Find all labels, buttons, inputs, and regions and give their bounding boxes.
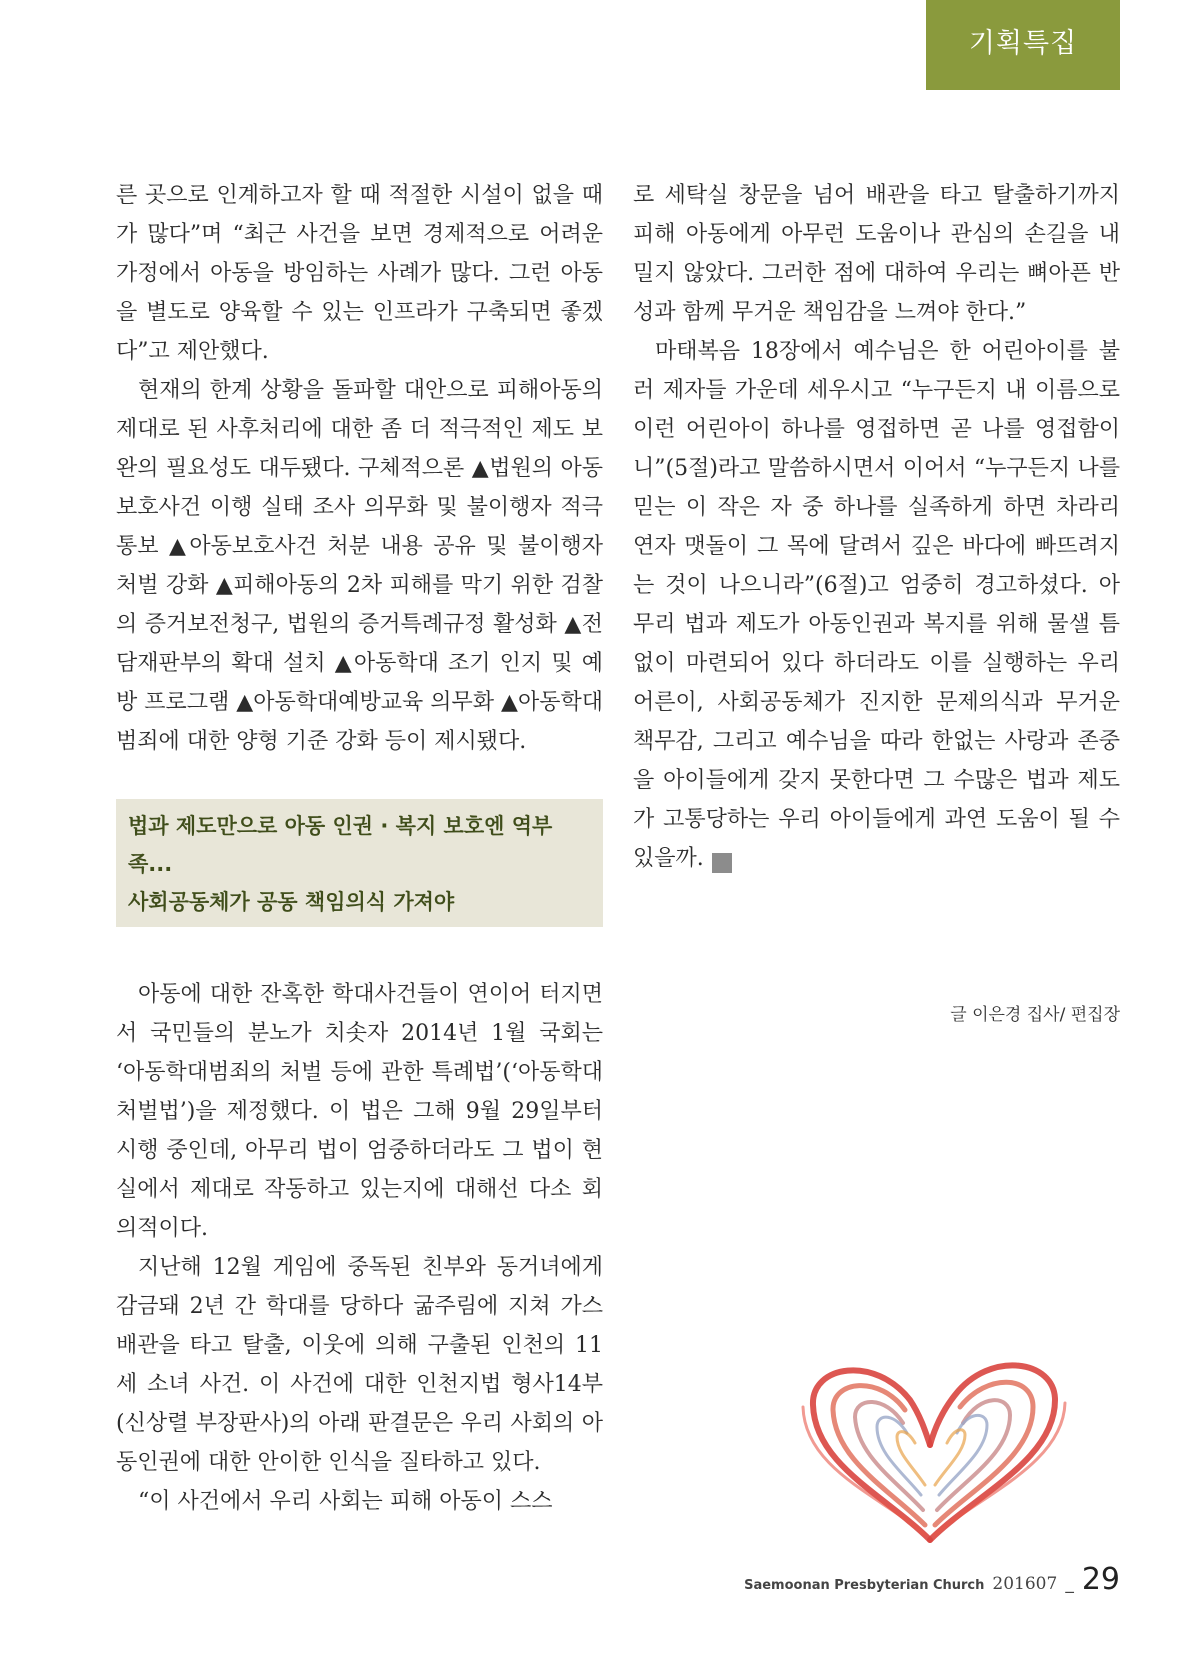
paragraph-text: 마태복음 18장에서 예수님은 한 어린아이를 불러 제자들 가운데 세우시고 “누구든지 내 이름으로 이런 어린아이 하나를 영접하면 곧 나를 영접함이니”(5절)라고 말씀하시면서 이어서 “누구든지 나를 믿는 이 작은 자 중 하나를 실족하게 하면 차라리 연자 맷돌이 그 목에 달려서 깊은 바다에 빠뜨려지는 것이 나으니라”(6절)고 엄중히 경고하셨다. 아무리 법과 제도가 아동인권과 복지를 위해 물샐 틈 없이 마련되어 있다 하더라도 이를 실행하는 우리 어른이, 사회공동체가 진지한 문제의식과 무거운 책무감, 그리고 예수님을 따라 한없는 사랑과 존중을 아이들에게 갖지 못한다면 그 수많은 법과 제도가 고통당하는 우리 아이들에게 과연 도움이 될 수 있을까. <box>633 339 1120 871</box>
page-number: 29 <box>1081 1562 1120 1597</box>
paragraph: “이 사건에서 우리 사회는 피해 아동이 스스 <box>138 1489 553 1514</box>
page-footer <box>744 1562 1120 1597</box>
paragraph: 아동에 대한 잔혹한 학대사건들이 연이어 터지면서 국민들의 분노가 치솟자 2014년 1월 국회는 ‘아동학대범죄의 처벌 등에 관한 특례법’(‘아동학대처벌법’)을 제정했다. 이 법은 그해 9월 29일부터 시행 중인데, 아무리 법이 엄중하더라도 그 법이 현실에서 제대로 작동하고 있는지에 대해선 다소 회의적이다. <box>116 982 603 1241</box>
paragraph: 로 세탁실 창문을 넘어 배관을 타고 탈출하기까지 피해 아동에게 아무런 도움이나 관심의 손길을 내밀지 않았다. 그러한 점에 대하여 우리는 뼈아픈 반성과 함께 무거운 책임감을 느껴야 한다.” <box>633 183 1120 325</box>
paragraph: 지난해 12월 게임에 중독된 친부와 동거녀에게 감금돼 2년 간 학대를 당하다 굶주림에 지쳐 가스배관을 타고 탈출, 이웃에 의해 구출된 인천의 11세 소녀 사건. 이 사건에 대한 인천지법 형사14부(신상렬 부장판사)의 아래 판결문은 우리 사회의 아동인권에 대한 안이한 인식을 질타하고 있다. <box>116 1255 603 1475</box>
heart-drawing-icon <box>765 1345 1095 1545</box>
footer-separator: _ <box>1065 1574 1074 1594</box>
byline: 글 이은경 집사/ 편집장 <box>950 1005 1120 1025</box>
subheading-box <box>116 799 603 927</box>
issue-number: 201607 <box>992 1574 1058 1594</box>
left-column <box>116 176 603 1521</box>
subheading-line-2: 사회공동체가 공동 책임의식 가져야 <box>128 890 455 914</box>
subheading-line-1: 법과 제도만으로 아동 인권 · 복지 보호엔 역부족... <box>128 814 553 876</box>
paragraph: 른 곳으로 인계하고자 할 때 적절한 시설이 없을 때가 많다”며 “최근 사건을 보면 경제적으로 어려운 가정에서 아동을 방임하는 사례가 많다. 그런 아동을 별도로 양육할 수 있는 인프라가 구축되면 좋겠다”고 제안했다. <box>116 183 603 364</box>
section-title: 기획특집 <box>926 0 1120 90</box>
paragraph: 현재의 한계 상황을 돌파할 대안으로 피해아동의 제대로 된 사후처리에 대한 좀 더 적극적인 제도 보완의 필요성도 대두됐다. 구체적으론 ▲법원의 아동보호사건 이행 실태 조사 의무화 및 불이행자 적극 통보 ▲아동보호사건 처분 내용 공유 및 불이행자 처벌 강화 ▲피해아동의 2차 피해를 막기 위한 검찰의 증거보전청구, 법원의 증거특례규정 활성화 ▲전담재판부의 확대 설치 ▲아동학대 조기 인지 및 예방 프로그램 ▲아동학대예방교육 의무화 ▲아동학대범죄에 대한 양형 기준 강화 등이 제시됐다. <box>116 378 603 754</box>
article-end-icon: 새 <box>712 853 732 873</box>
church-name: Saemoonan Presbyterian Church <box>744 1578 985 1593</box>
right-column <box>633 176 1120 878</box>
paragraph <box>633 332 1120 878</box>
